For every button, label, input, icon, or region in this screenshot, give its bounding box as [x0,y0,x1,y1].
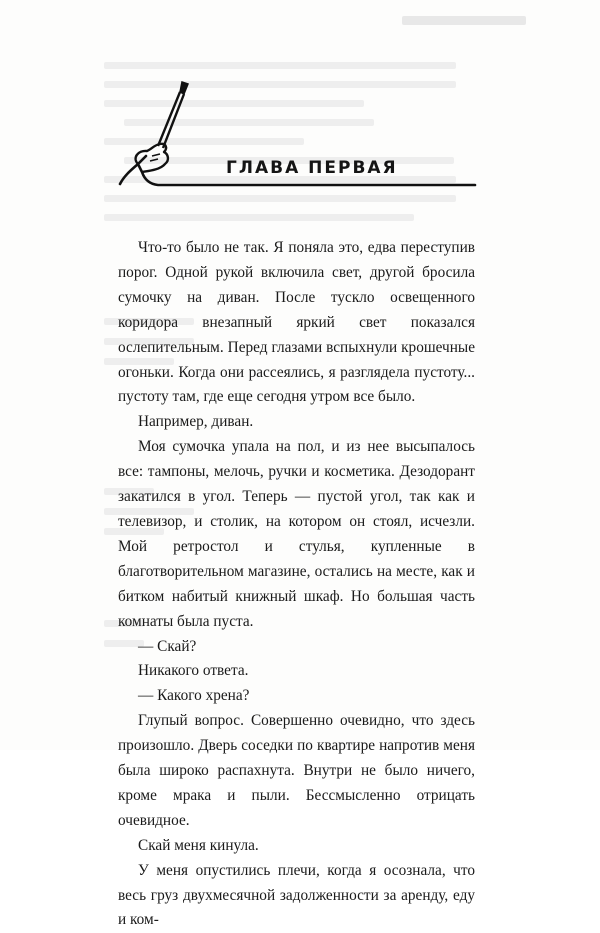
paragraph: Например, диван. [138,413,254,431]
body-text [118,236,475,933]
paragraph: — Скай? [138,637,197,655]
paragraph: Скай меня кинула. [138,836,259,854]
paragraph: — Какого хрена? [138,687,250,705]
paragraph: Никакого ответа. [138,662,249,680]
chapter-heading [118,78,475,190]
paragraph: Что-то было не так. Я поняла это, едва переступив порог. Одной рукой включила свет, другой бросила сумочку на диван. После тускло освещенного коридора внезапный яркий свет показался ослепительным. Перед глазами вспыхнули крошечные огоньки. Когда они рассеялись, я разглядела пустоту... пустоту там, где еще сегодня утром все было. [118,239,475,406]
chapter-title: ГЛАВА ПЕРВАЯ [226,158,398,178]
paragraph: У меня опустились плечи, когда я осознала, что весь груз двухмесячной задолженности за аренду, еду и ком- [118,861,475,929]
paragraph: Моя сумочка упала на пол, и из нее высыпалось все: тампоны, мелочь, ручки и косметика. Дезодорант закатился в угол. Теперь — пустой угол, так как и телевизор, и столик, на котором он стоял, исчезли. Мой ретростол и стулья, купленные в благотворительном магазине, остались на месте, как и битком набитый книжный шкаф. Но большая часть комнаты была пуста. [118,438,475,630]
paragraph: Глупый вопрос. Совершенно очевидно, что здесь произошло. Дверь соседки по квартире напротив меня была широко распахнута. Внутри не было ничего, кроме мрака и пыли. Бессмысленно отрицать очевидное. [118,712,475,829]
